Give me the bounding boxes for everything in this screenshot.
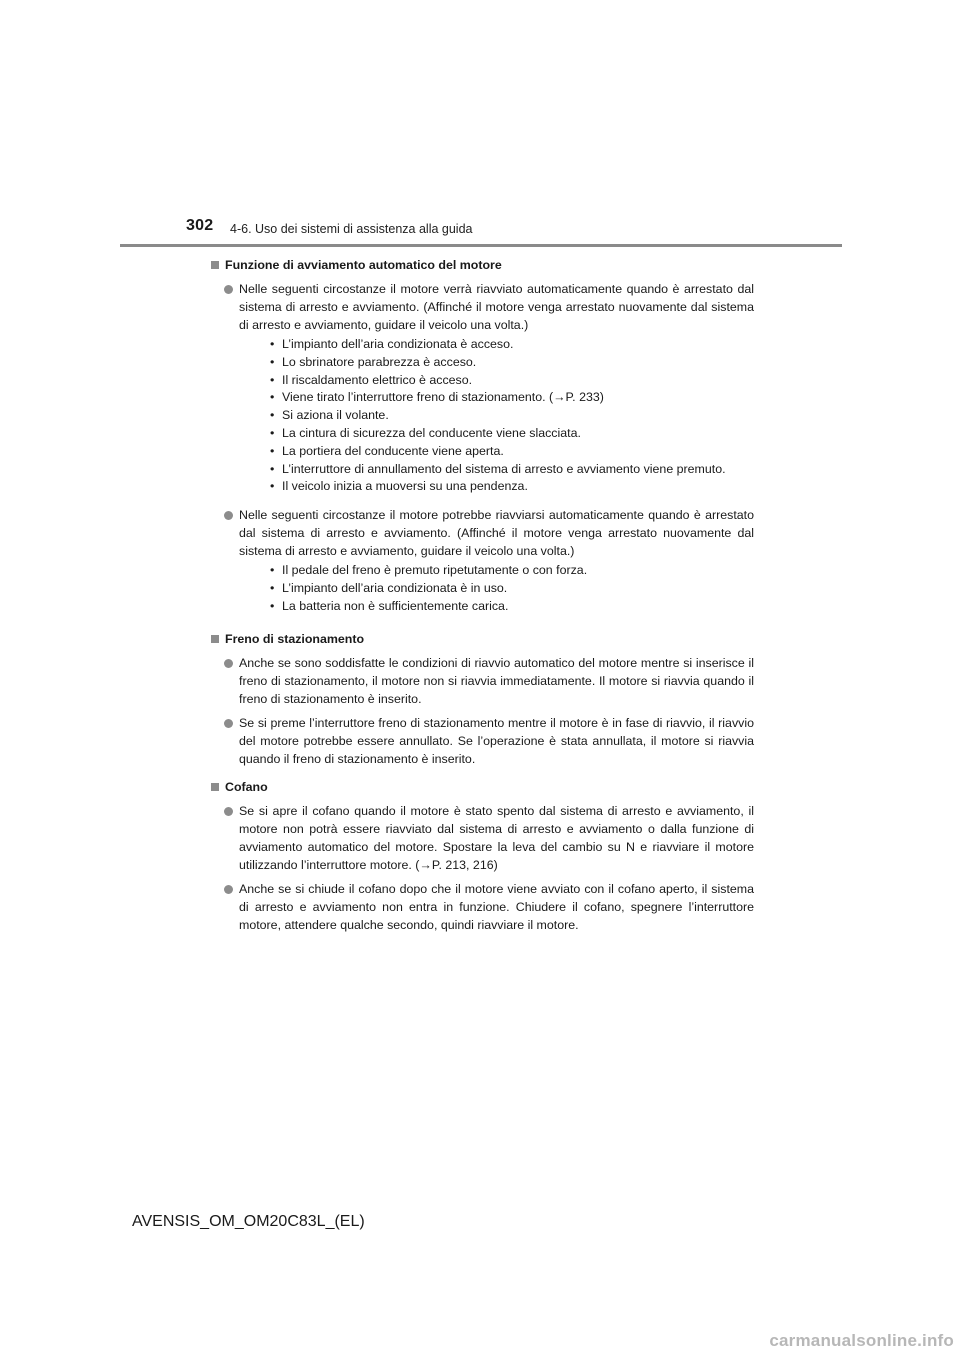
heading-text: Freno di stazionamento bbox=[225, 631, 365, 646]
circle-bullet-icon bbox=[224, 719, 233, 728]
heading-parking-brake bbox=[210, 630, 754, 648]
list-item: • Il pedale del freno è premuto ripetutamente o con forza. bbox=[270, 562, 754, 580]
paragraph-text bbox=[239, 280, 754, 500]
paragraph bbox=[224, 714, 754, 768]
condition-list bbox=[270, 336, 754, 496]
list-item: • L’impianto dell’aria condizionata è acceso. bbox=[270, 336, 754, 354]
circle-bullet-icon bbox=[224, 807, 233, 816]
list-item-text: La batteria non è sufficientemente carica. bbox=[282, 598, 509, 613]
list-item-text: La portiera del conducente viene aperta. bbox=[282, 443, 504, 458]
heading-hood bbox=[210, 778, 754, 796]
manual-code: AVENSIS_OM_OM20C83L_(EL) bbox=[132, 1213, 365, 1230]
paragraph-body: Nelle seguenti circostanze il motore potrebbe riavviarsi automaticamente quando è arrestato dal sistema di arresto e avviamento. (Affinché il motore venga arrestato nuovamente dal sistema di arresto e avviamento, guidare il veicolo una volta.) bbox=[239, 508, 754, 559]
list-item: • Il veicolo inizia a muoversi su una pendenza. bbox=[270, 478, 754, 496]
paragraph bbox=[224, 506, 754, 619]
paragraph bbox=[224, 880, 754, 934]
heading-text: Funzione di avviamento automatico del motore bbox=[225, 258, 502, 272]
page-number: 302 bbox=[186, 217, 214, 234]
list-item: • L’interruttore di annullamento del sistema di arresto e avviamento viene premuto. bbox=[270, 461, 754, 479]
list-item-text: L’impianto dell’aria condizionata è in uso. bbox=[282, 580, 508, 595]
paragraph bbox=[224, 654, 754, 708]
circle-bullet-icon bbox=[224, 659, 233, 668]
list-item: • Si aziona il volante. bbox=[270, 407, 754, 425]
list-item: • L’impianto dell’aria condizionata è in uso. bbox=[270, 580, 754, 598]
square-bullet-icon bbox=[211, 635, 219, 643]
condition-list bbox=[270, 562, 754, 615]
heading-text: Cofano bbox=[225, 779, 268, 794]
list-item-text: Lo sbrinatore parabrezza è acceso. bbox=[282, 354, 477, 369]
circle-bullet-icon bbox=[224, 285, 233, 294]
list-item: • Viene tirato l’interruttore freno di stazionamento. (→P. 233) bbox=[270, 389, 754, 407]
paragraph-text: Se si apre il cofano quando il motore è stato spento dal sistema di arresto e avviamento, il motore non potrà essere riavviato dal sistema di arresto e avviamento o dalla funzione di avviamento automatico del motore. Spostare la leva del cambio su N e riavviare il motore utilizzando l’interruttore motore. (→P. 213, 216) bbox=[239, 803, 754, 872]
list-item: • Il riscaldamento elettrico è acceso. bbox=[270, 372, 754, 390]
paragraph-text: Anche se sono soddisfatte le condizioni di riavvio automatico del motore mentre si inserisce il freno di stazionamento, il motore non si riavvia immediatamente. Il motore si riavvia quando il freno di stazionamento è inserito. bbox=[239, 655, 754, 706]
list-item-text: Il riscaldamento elettrico è acceso. bbox=[282, 372, 473, 387]
list-item-text: La cintura di sicurezza del conducente viene slacciata. bbox=[282, 425, 581, 440]
list-item: • La batteria non è sufficientemente carica. bbox=[270, 598, 754, 616]
square-bullet-icon bbox=[211, 261, 219, 269]
paragraph bbox=[224, 802, 754, 874]
square-bullet-icon bbox=[211, 783, 219, 791]
heading-auto-restart bbox=[210, 256, 754, 274]
paragraph-body: Nelle seguenti circostanze il motore verrà riavviato automaticamente quando è arrestato dal sistema di arresto e avviamento. (Affinché il motore venga arrestato nuovamente dal sistema di arresto e avviamento, guidare il veicolo una volta.) bbox=[239, 282, 754, 332]
list-item-text: L’interruttore di annullamento del sistema di arresto e avviamento viene premuto. bbox=[282, 461, 726, 476]
section-title: 4-6. Uso dei sistemi di assistenza alla guida bbox=[230, 222, 473, 236]
header-divider bbox=[120, 244, 842, 247]
circle-bullet-icon bbox=[224, 885, 233, 894]
paragraph-text: Se si preme l’interruttore freno di stazionamento mentre il motore è in fase di riavvio, il riavvio del motore potrebbe essere annullato. Se l’operazione è stata annullata, il motore si riavvia quando il freno di stazionamento è inserito. bbox=[239, 715, 754, 766]
list-item-text: Il veicolo inizia a muoversi su una pendenza. bbox=[282, 479, 528, 494]
watermark: carmanualsonline.info bbox=[769, 1331, 954, 1350]
paragraph bbox=[224, 280, 754, 500]
main-content bbox=[210, 256, 754, 940]
paragraph-text bbox=[239, 506, 754, 619]
paragraph-text: Anche se si chiude il cofano dopo che il motore viene avviato con il cofano aperto, il sistema di arresto e avviamento non entra in funzione. Chiudere il cofano, spegnere l’interruttore motore, attendere qualche secondo, quindi riavviare il motore. bbox=[239, 881, 754, 932]
list-item: • Lo sbrinatore parabrezza è acceso. bbox=[270, 354, 754, 372]
list-item-text: Il pedale del freno è premuto ripetutamente o con forza. bbox=[282, 563, 588, 578]
list-item-text: Si aziona il volante. bbox=[282, 408, 389, 423]
circle-bullet-icon bbox=[224, 511, 233, 520]
list-item: • La cintura di sicurezza del conducente viene slacciata. bbox=[270, 425, 754, 443]
list-item-text: L’impianto dell’aria condizionata è acceso. bbox=[282, 337, 514, 351]
list-item: • La portiera del conducente viene aperta. bbox=[270, 443, 754, 461]
list-item-text: Viene tirato l’interruttore freno di stazionamento. (→P. 233) bbox=[282, 390, 604, 405]
